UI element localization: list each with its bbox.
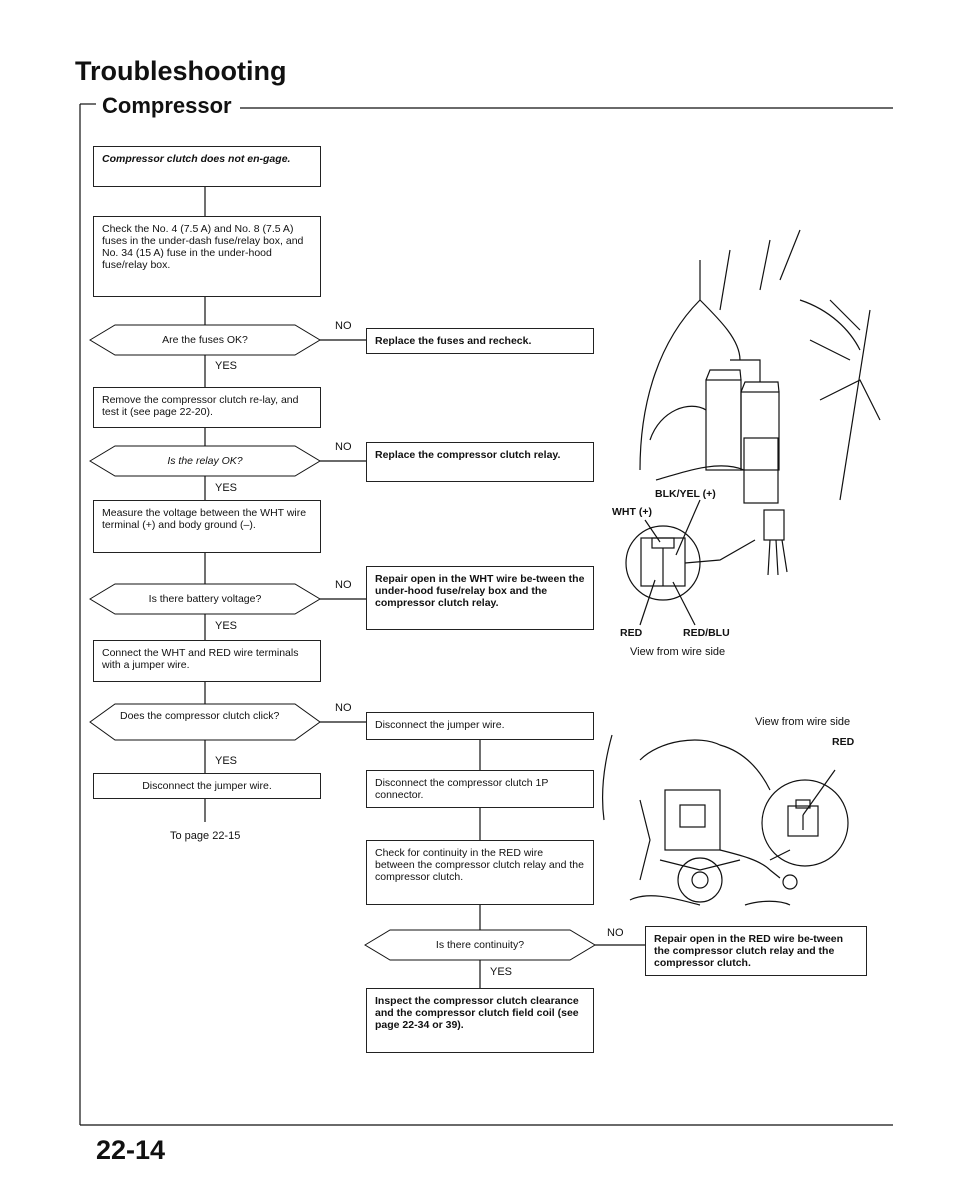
diagram1-caption: View from wire side <box>630 646 726 658</box>
engine-illustration <box>603 735 848 905</box>
step-check-fuses: Check the No. 4 (7.5 A) and No. 8 (7.5 A) fuses in the under-dash fuse/relay box, and No. 34 (15 A) fuse in the under-hood fuse/relay box. <box>93 216 321 297</box>
wire-label-blk-yel: BLK/YEL (+) <box>655 488 716 500</box>
step-disconnect-1p: Disconnect the compressor clutch 1P connector. <box>366 770 594 808</box>
no-label: NO <box>335 441 352 453</box>
wire-label-wht: WHT (+) <box>612 506 652 518</box>
step-disconnect-jumper-left: Disconnect the jumper wire. <box>93 773 321 799</box>
step-connect-jumper: Connect the WHT and RED wire terminals with a jumper wire. <box>93 640 321 682</box>
step-replace-fuses: Replace the fuses and recheck. <box>366 328 594 354</box>
yes-label: YES <box>215 360 238 372</box>
yes-label: YES <box>215 755 238 767</box>
to-page-ref: To page 22-15 <box>170 830 241 842</box>
diagram2-caption: View from wire side <box>755 716 851 728</box>
step-inspect-clutch: Inspect the compressor clutch clearance and the compressor clutch field coil (see page 22-34 or 39). <box>366 988 594 1053</box>
no-label: NO <box>335 320 352 332</box>
step-remove-relay: Remove the compressor clutch re-lay, and test it (see page 22-20). <box>93 387 321 428</box>
yes-label: YES <box>215 482 238 494</box>
wire-label-red-blu: RED/BLU <box>683 627 730 639</box>
section-title: Compressor <box>102 93 232 118</box>
decision-clutch-click: Does the compressor clutch click? <box>120 710 280 722</box>
decision-relay-ok: Is the relay OK? <box>167 455 243 467</box>
yes-label: YES <box>490 966 513 978</box>
yes-label: YES <box>215 620 238 632</box>
page-title: Troubleshooting <box>75 56 287 86</box>
step-replace-relay: Replace the compressor clutch relay. <box>366 442 594 482</box>
relay-illustration <box>626 230 880 625</box>
wire-label-red-2: RED <box>832 736 855 748</box>
page-number: 22-14 <box>96 1135 166 1165</box>
step-repair-red: Repair open in the RED wire be-tween the compressor clutch relay and the compressor clutch. <box>645 926 867 976</box>
step-repair-wht: Repair open in the WHT wire be-tween the under-hood fuse/relay box and the compressor clutch relay. <box>366 566 594 630</box>
no-label: NO <box>335 579 352 591</box>
step-measure-voltage: Measure the voltage between the WHT wire terminal (+) and body ground (–). <box>93 500 321 553</box>
step-check-continuity: Check for continuity in the RED wire between the compressor clutch relay and the compressor clutch. <box>366 840 594 905</box>
decision-fuses-ok: Are the fuses OK? <box>162 334 248 346</box>
decision-battery-voltage: Is there battery voltage? <box>148 593 262 605</box>
step-clutch-no-engage: Compressor clutch does not en-gage. <box>93 146 321 187</box>
no-label: NO <box>335 702 352 714</box>
wire-label-red: RED <box>620 627 643 639</box>
no-label: NO <box>607 927 624 939</box>
step-disconnect-jumper-right: Disconnect the jumper wire. <box>366 712 594 740</box>
decision-continuity: Is there continuity? <box>435 939 525 951</box>
